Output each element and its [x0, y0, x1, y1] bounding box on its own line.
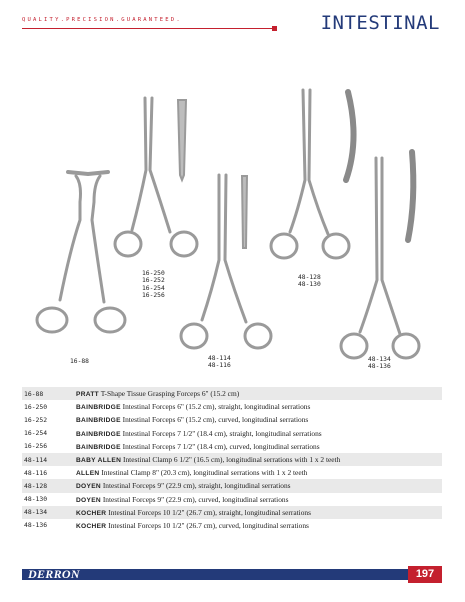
item-description — [76, 415, 442, 424]
item-desc-text: Intestinal Forceps 10 1/2" (26.7 cm), straight, longitudinal serrations — [108, 507, 311, 517]
item-code: 16-88 — [24, 389, 44, 398]
item-code: 16-256 — [24, 442, 48, 451]
item-desc-text: Intestinal Forceps 7 1/2" (18.4 cm), curved, longitudinal serrations — [122, 441, 320, 451]
item-description — [76, 521, 442, 530]
catalog-row — [22, 387, 442, 400]
item-description — [76, 455, 442, 464]
item-desc-text: Intestinal Forceps 10 1/2" (26.7 cm), curved, longitudinal serrations — [108, 520, 309, 530]
item-brand: BAINBRIDGE — [76, 404, 121, 412]
figure-label-pratt: 16-88 — [70, 358, 89, 365]
item-brand: DOYEN — [76, 496, 101, 504]
baby-allen-clamp-image — [181, 175, 271, 348]
item-code: 48-134 — [24, 508, 48, 517]
catalog-row — [22, 453, 442, 466]
item-description — [76, 429, 442, 438]
catalog-row — [22, 506, 442, 519]
figure-label-doyen: 48-128 48-130 — [298, 274, 321, 289]
item-desc-text: Intestinal Forceps 6" (15.2 cm), straight, longitudinal serrations — [122, 402, 311, 412]
kocher-forceps-image — [341, 158, 419, 358]
item-brand: BAINBRIDGE — [76, 430, 121, 438]
pratt-forceps-image — [37, 172, 125, 332]
figure-label-allen: 48-114 48-116 — [208, 355, 231, 370]
item-code: 16-250 — [24, 402, 48, 411]
item-code: 48-136 — [24, 521, 48, 530]
catalog-row — [22, 479, 442, 492]
figure-label-bainbridge: 16-250 16-252 16-254 16-256 — [142, 270, 165, 300]
item-desc-text: Intestinal Clamp 6 1/2" (16.5 cm), longitudinal serrations with 1 x 2 teeth — [123, 455, 341, 465]
catalog-table — [22, 387, 442, 532]
item-desc-text: Intestinal Forceps 6" (15.2 cm), curved, longitudinal serrations — [122, 415, 309, 425]
item-code: 16-254 — [24, 429, 48, 438]
item-brand: DOYEN — [76, 483, 101, 491]
item-brand: KOCHER — [76, 509, 107, 517]
item-description — [76, 442, 442, 451]
item-description — [76, 389, 442, 398]
item-brand: BAINBRIDGE — [76, 443, 121, 451]
item-description — [76, 495, 442, 504]
derron-logo: DERRON — [28, 567, 80, 581]
catalog-row — [22, 466, 442, 479]
item-code: 16-252 — [24, 415, 48, 424]
item-desc-text: T-Shape Tissue Grasping Forceps 6" (15.2 cm) — [100, 389, 240, 399]
item-code: 48-130 — [24, 495, 48, 504]
item-brand: ALLEN — [76, 470, 100, 478]
allen-jaw-detail-image — [242, 176, 247, 248]
item-desc-text: Intestinal Clamp 8" (20.3 cm), longitudinal serrations with 1 x 2 teeth — [101, 468, 308, 478]
catalog-row — [22, 400, 442, 413]
tagline: QUALITY.PRECISION.GUARANTEED. — [22, 17, 182, 23]
item-desc-text: Intestinal Forceps 7 1/2" (18.4 cm), straight, longitudinal serrations — [122, 428, 322, 438]
instrument-illustration — [0, 80, 465, 380]
item-brand: BABY ALLEN — [76, 457, 122, 465]
catalog-row — [22, 493, 442, 506]
catalog-row — [22, 413, 442, 426]
item-description — [76, 468, 442, 477]
item-brand: KOCHER — [76, 522, 107, 530]
category-title: INTESTINAL — [320, 12, 440, 34]
doyen-jaw-detail-image — [346, 92, 354, 180]
item-code: 48-114 — [24, 455, 48, 464]
item-brand: BAINBRIDGE — [76, 417, 121, 425]
catalog-row — [22, 427, 442, 440]
kocher-jaw-detail-image — [408, 152, 413, 240]
item-code: 48-116 — [24, 468, 48, 477]
item-description — [76, 481, 442, 490]
catalog-row — [22, 519, 442, 532]
header-rule-end-square — [272, 26, 277, 31]
item-brand: PRATT — [76, 391, 99, 399]
item-desc-text: Intestinal Forceps 9" (22.9 cm), curved, longitudinal serrations — [102, 494, 289, 504]
figure-label-kocher: 48-134 48-136 — [368, 356, 391, 371]
doyen-forceps-image — [271, 90, 349, 258]
bainbridge-jaw-detail-image — [178, 100, 186, 180]
item-desc-text: Intestinal Forceps 9" (22.9 cm), straight, longitudinal serrations — [102, 481, 291, 491]
item-code: 48-128 — [24, 481, 48, 490]
item-description — [76, 402, 442, 411]
page-number: 197 — [408, 566, 442, 583]
instrument-photos — [0, 80, 465, 380]
header-rule — [22, 28, 272, 29]
item-description — [76, 508, 442, 517]
catalog-row — [22, 440, 442, 453]
